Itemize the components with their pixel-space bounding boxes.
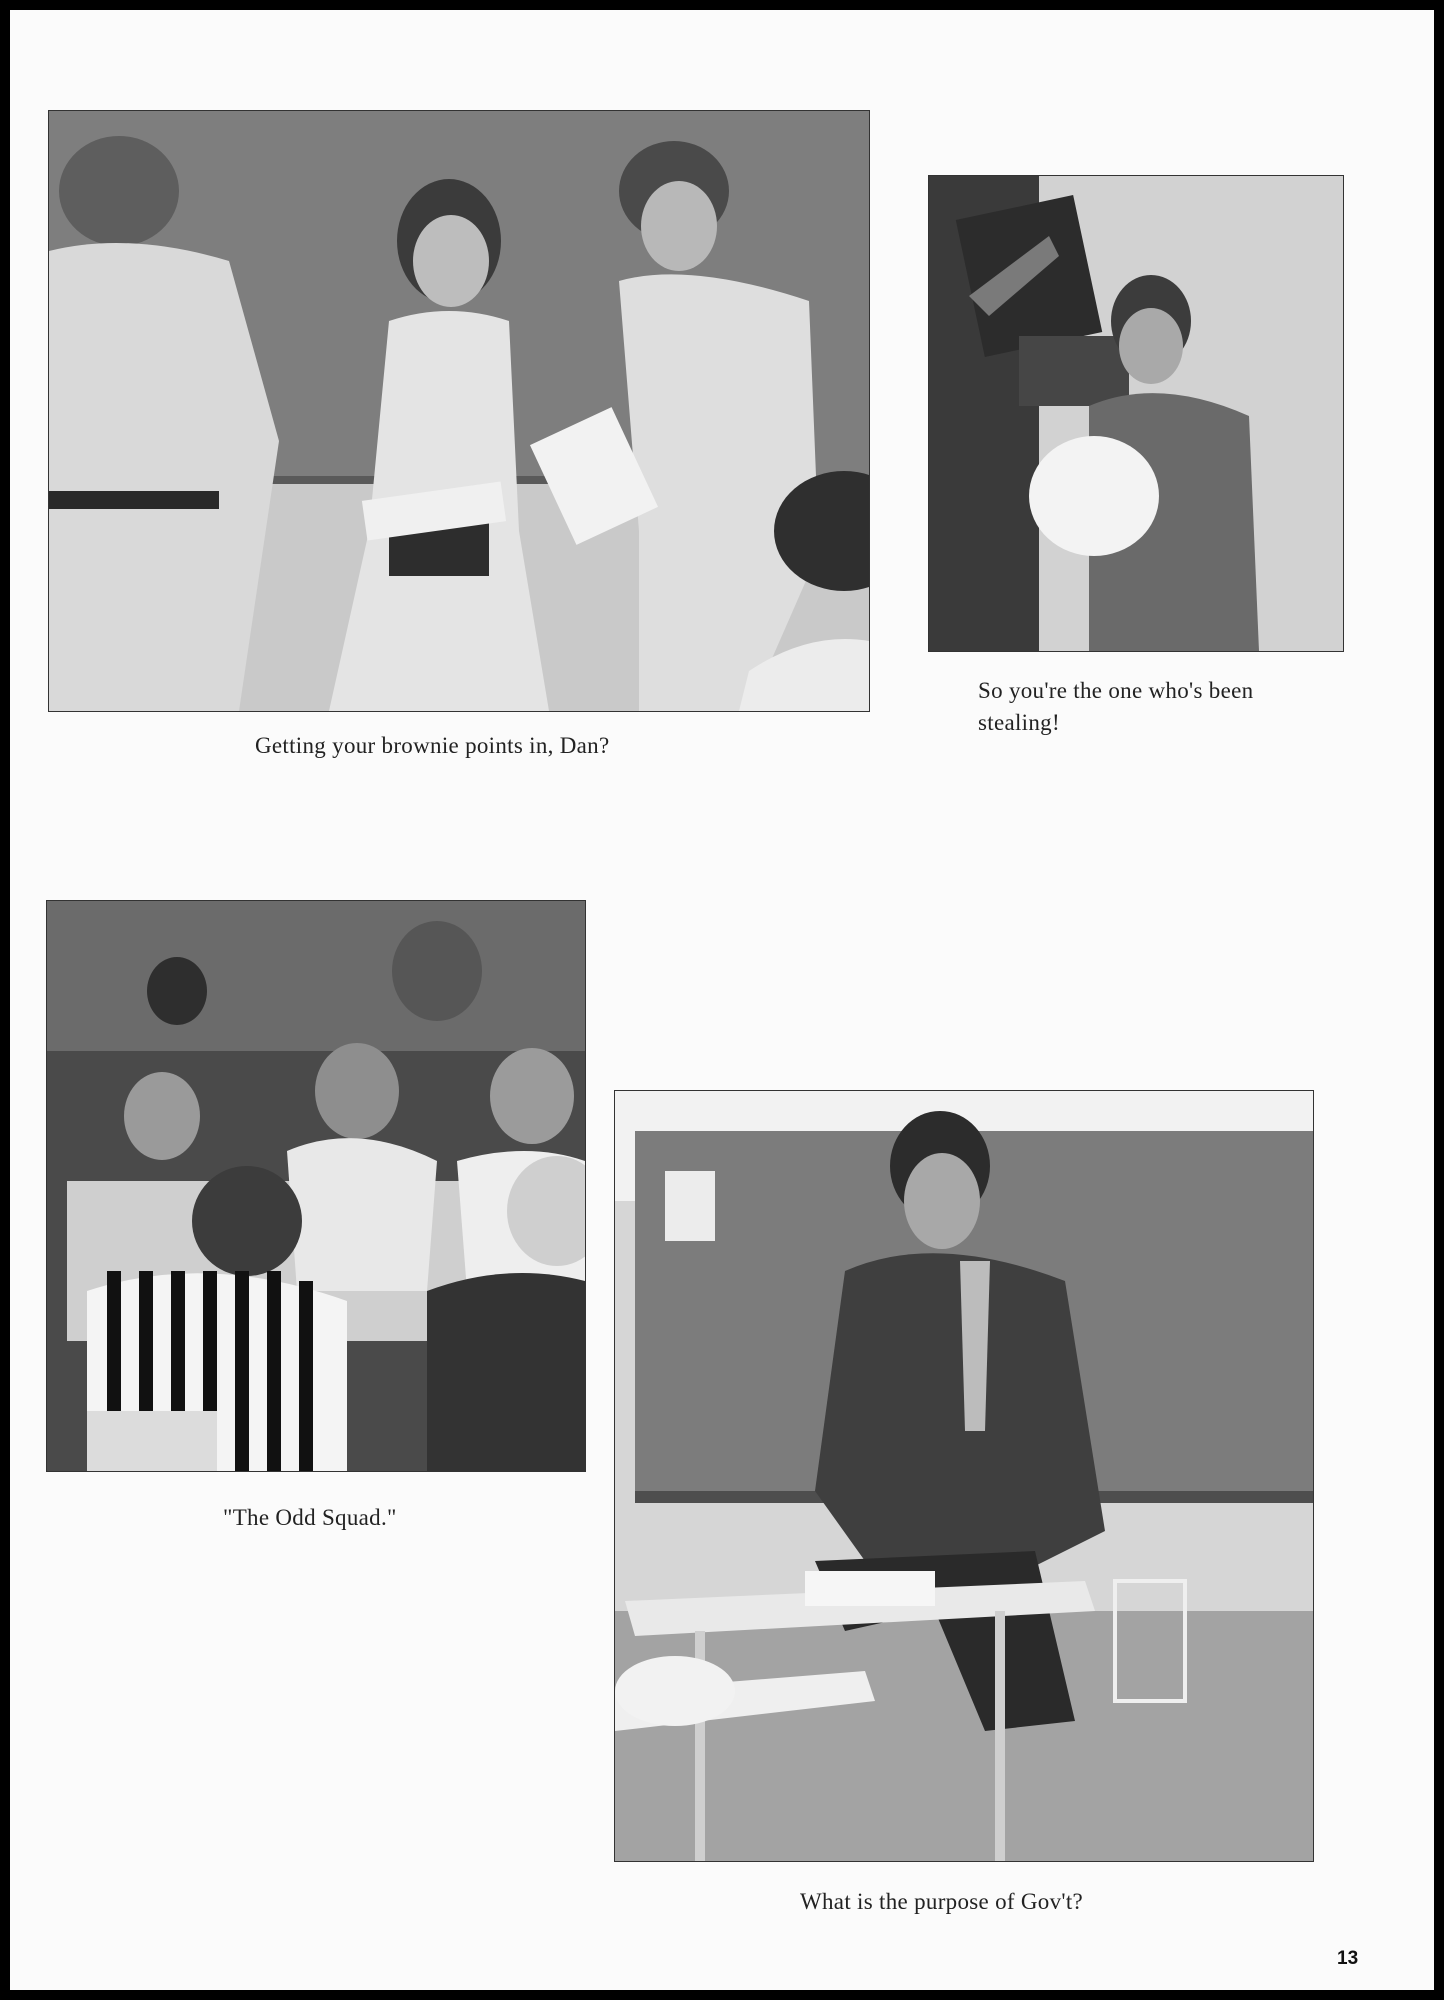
page-number: 13 — [1337, 1948, 1359, 1969]
photo-stealing — [928, 175, 1344, 652]
caption-stealing: So you're the one who's been stealing! — [978, 678, 1254, 735]
caption-chalkboard-group: Getting your brownie points in, Dan? — [255, 733, 610, 758]
photo-government — [614, 1090, 1314, 1862]
photo-odd-squad — [46, 900, 586, 1472]
photo-chalkboard-group — [48, 110, 870, 712]
yearbook-page — [10, 10, 1434, 1990]
caption-government: What is the purpose of Gov't? — [800, 1889, 1084, 1914]
caption-odd-squad: "The Odd Squad." — [223, 1505, 397, 1530]
